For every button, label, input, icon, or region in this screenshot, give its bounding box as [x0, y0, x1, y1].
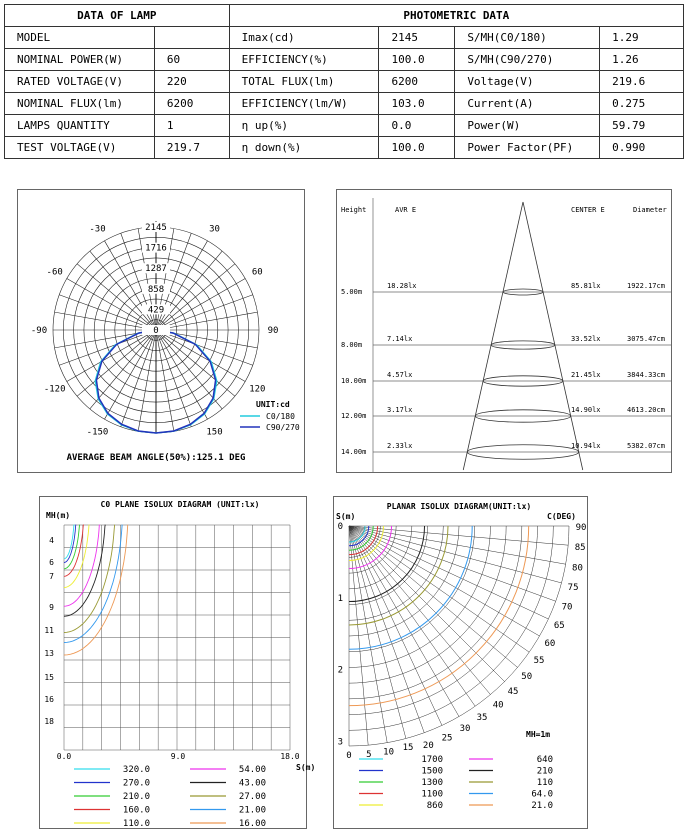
planar-angle-tick: 50: [521, 672, 533, 683]
planar-angle-tick: 70: [561, 602, 573, 613]
table-label-cell: NOMINAL POWER(W): [5, 49, 155, 71]
cone-diameter-label: 4613.20cm: [627, 406, 665, 414]
polar-radial-tick: 429: [147, 305, 165, 316]
table-label-cell: LAMPS QUANTITY: [5, 115, 155, 137]
isolux-y-tick: 15: [44, 673, 54, 682]
isolux-x-tick: 9.0: [170, 752, 186, 761]
planar-angle-tick: 65: [553, 621, 565, 632]
table-value-cell: 100.0: [379, 137, 455, 159]
isolux-y-tick: 7: [49, 572, 54, 581]
isolux-y-tick: 16: [44, 695, 54, 704]
cone-diameter-label: 1922.17cm: [627, 282, 665, 290]
polar-angle-label: 60: [251, 267, 263, 278]
planar-legend-label: 1300: [421, 778, 443, 788]
planar-legend-label: 1700: [421, 755, 443, 765]
polar-angle-label: -90: [30, 326, 48, 336]
table-value-cell: 1.29: [600, 27, 684, 49]
table-value-cell: 2145: [379, 27, 455, 49]
planar-mh-label: MH=1m: [526, 730, 551, 739]
cone-header-label: Diameter: [633, 206, 667, 214]
table-value-cell: 0.990: [600, 137, 684, 159]
planar-angle-tick: 20: [422, 741, 434, 752]
table-value-cell: 60: [154, 49, 229, 71]
polar-unit-label: UNIT:cd: [256, 400, 290, 409]
table-label-cell: EFFICIENCY(%): [229, 49, 379, 71]
isolux-y-tick: 18: [44, 717, 54, 726]
table-value-cell: 59.79: [600, 115, 684, 137]
cone-height-label: 14.00m: [341, 448, 367, 456]
polar-angle-label: 90: [267, 326, 279, 336]
isolux-curve-2: [64, 525, 80, 569]
planar-isolux-legend: [359, 755, 553, 811]
cone-center-e-label: 10.94lx: [571, 442, 601, 450]
cone-height-label: 10.00m: [341, 377, 367, 385]
polar-radial-tick: 0: [153, 326, 159, 336]
table-value-cell: 6200: [379, 71, 455, 93]
table-label-cell: Power Factor(PF): [455, 137, 600, 159]
polar-intensity-panel: [17, 189, 305, 473]
cone-diameter-label: 3844.33cm: [627, 371, 665, 379]
cone-height-label: 8.00m: [341, 341, 363, 349]
lamp-data-header: DATA OF LAMP: [5, 5, 230, 27]
isolux-legend-label: 210.0: [122, 792, 150, 802]
table-label-cell: Imax(cd): [229, 27, 379, 49]
planar-grid-spoke: [349, 526, 459, 717]
cone-diagram: [341, 198, 671, 472]
isolux-legend-label: 320.0: [122, 765, 150, 775]
planar-angle-tick: 40: [492, 700, 504, 711]
planar-isolux-ylabel: S(m): [336, 512, 356, 521]
planar-isolux-angle-label: C(DEG): [547, 512, 576, 521]
cone-avr-e-label: 4.57lx: [387, 371, 413, 379]
planar-radial-tick: 3: [337, 737, 343, 748]
isolux-curve-1: [64, 525, 76, 563]
planar-angle-tick: 30: [459, 723, 471, 734]
planar-angle-tick: 55: [533, 656, 545, 667]
cone-avr-e-label: 7.14lx: [387, 335, 413, 343]
beam-cone-panel: [336, 189, 672, 473]
polar-angle-label: -60: [46, 267, 63, 278]
cone-diameter-label: 5382.07cm: [627, 442, 665, 450]
planar-angle-tick: 90: [575, 523, 587, 533]
planar-legend-label: 860: [426, 801, 443, 811]
table-value-cell: 220: [154, 71, 229, 93]
table-label-cell: MODEL: [5, 27, 155, 49]
planar-isolux-axis-labels: [338, 522, 587, 761]
polar-radial-tick: 1287: [145, 264, 167, 275]
planar-grid-spoke: [349, 526, 548, 619]
table-label-cell: Power(W): [455, 115, 600, 137]
planar-isolux-panel: [333, 496, 588, 829]
c0-isolux-chart: [40, 497, 316, 829]
planar-angle-tick: 45: [507, 687, 519, 698]
c0-isolux-curves: [64, 525, 128, 655]
table-label-cell: S/MH(C90/270): [455, 49, 600, 71]
planar-legend-label: 640: [536, 755, 553, 765]
table-label-cell: TEST VOLTAGE(V): [5, 137, 155, 159]
cone-avr-e-label: 3.17lx: [387, 406, 413, 414]
table-value-cell: 219.6: [600, 71, 684, 93]
cone-avr-e-label: 18.28lx: [387, 282, 417, 290]
isolux-y-tick: 4: [49, 536, 54, 545]
planar-legend-label: 21.0: [531, 801, 553, 811]
legend-label-c90: C90/270: [266, 423, 300, 432]
polar-angle-label: -30: [89, 224, 106, 235]
cone-avr-e-label: 2.33lx: [387, 442, 413, 450]
cone-diameter-label: 3075.47cm: [627, 335, 665, 343]
c0-isolux-ylabel: MH(m): [46, 511, 71, 520]
table-label-cell: NOMINAL FLUX(lm): [5, 93, 155, 115]
polar-angle-label: 150: [206, 427, 223, 438]
table-row: [5, 27, 684, 49]
c0-isolux-title: C0 PLANE ISOLUX DIAGRAM (UNIT:lx): [100, 500, 260, 509]
cone-header-label: CENTER E: [571, 206, 605, 214]
table-value-cell: 1: [154, 115, 229, 137]
planar-angle-tick: 10: [383, 747, 395, 758]
polar-angle-label: -120: [43, 384, 66, 395]
table-row: [5, 49, 684, 71]
planar-radial-tick: 2: [337, 665, 343, 676]
table-value-cell: 219.7: [154, 137, 229, 159]
planar-angle-tick: 0: [346, 751, 352, 761]
planar-angle-tick: 60: [544, 639, 556, 649]
table-value-cell: 0.0: [379, 115, 455, 137]
isolux-curve-6: [64, 525, 105, 616]
table-label-cell: Voltage(V): [455, 71, 600, 93]
planar-isolux-title: PLANAR ISOLUX DIAGRAM(UNIT:lx): [386, 502, 532, 511]
table-label-cell: RATED VOLTAGE(V): [5, 71, 155, 93]
isolux-y-tick: 6: [49, 558, 54, 567]
planar-angle-tick: 35: [476, 713, 488, 724]
isolux-legend-label: 27.00: [238, 792, 266, 802]
cone-header-label: Height: [341, 206, 367, 214]
table-value-cell: 1.26: [600, 49, 684, 71]
beam-cone-chart: [337, 190, 671, 472]
planar-angle-tick: 5: [366, 750, 372, 761]
cone-height-label: 5.00m: [341, 288, 363, 296]
planar-radial-tick: 0: [337, 522, 343, 532]
polar-angle-label: 120: [249, 384, 266, 395]
table-value-cell: 100.0: [379, 49, 455, 71]
table-label-cell: TOTAL FLUX(lm): [229, 71, 379, 93]
legend-label-c0: C0/180: [266, 412, 295, 421]
planar-isolux-grid: [349, 526, 569, 746]
c0-isolux-legend: [74, 765, 266, 829]
polar-legend: [240, 412, 300, 432]
polar-angle-label: 30: [209, 224, 220, 235]
cone-center-e-label: 33.52lx: [571, 335, 601, 343]
cone-edge-left: [463, 202, 523, 470]
c0-isolux-grid: [64, 525, 290, 750]
cone-center-e-label: 14.90lx: [571, 406, 601, 414]
planar-legend-label: 210: [536, 766, 553, 777]
planar-radial-tick: 1: [337, 593, 343, 604]
isolux-legend-label: 43.00: [238, 778, 266, 789]
table-label-cell: η up(%): [229, 115, 379, 137]
planar-legend-label: 1500: [421, 766, 443, 777]
isolux-curve-0: [64, 525, 74, 559]
table-value-cell: 6200: [154, 93, 229, 115]
planar-angle-tick: 85: [574, 543, 586, 554]
isolux-x-tick: 0.0: [56, 752, 72, 761]
photometric-data-table: [4, 4, 684, 159]
table-label-cell: η down(%): [229, 137, 379, 159]
cone-header-label: AVR E: [395, 206, 417, 214]
cone-center-e-label: 21.45lx: [571, 371, 601, 379]
polar-labels: [31, 222, 279, 437]
table-row: [5, 93, 684, 115]
planar-legend-label: 110: [536, 778, 553, 788]
planar-grid-spoke: [349, 526, 540, 636]
table-row: [5, 71, 684, 93]
polar-radial-tick: 1716: [145, 243, 167, 254]
polar-radial-tick: 2145: [145, 223, 167, 233]
isolux-y-tick: 9: [49, 603, 54, 612]
planar-angle-tick: 80: [572, 563, 583, 574]
isolux-legend-label: 270.0: [122, 778, 150, 789]
planar-isolux-chart: [334, 497, 587, 828]
planar-angle-tick: 75: [567, 583, 579, 594]
isolux-y-tick: 13: [44, 649, 54, 658]
polar-intensity-chart: [18, 190, 304, 472]
cone-height-label: 12.00m: [341, 412, 367, 420]
c0-isolux-panel: [39, 496, 316, 829]
polar-angle-label: -150: [86, 427, 109, 438]
isolux-x-tick: 18.0: [280, 752, 300, 761]
isolux-legend-label: 110.0: [122, 819, 150, 829]
beam-angle-caption: AVERAGE BEAM ANGLE(50%):125.1 DEG: [66, 453, 246, 463]
table-value-cell: 103.0: [379, 93, 455, 115]
table-label-cell: S/MH(C0/180): [455, 27, 600, 49]
cone-center-e-label: 85.81lx: [571, 282, 601, 290]
table-value-cell: [154, 27, 229, 49]
table-row: [5, 115, 684, 137]
polar-radial-tick: 858: [147, 284, 165, 295]
planar-legend-label: 64.0: [531, 789, 553, 800]
table-label-cell: EFFICIENCY(lm/W): [229, 93, 379, 115]
planar-angle-tick: 15: [402, 743, 414, 754]
photometric-data-header: PHOTOMETRIC DATA: [229, 5, 683, 27]
isolux-legend-label: 16.00: [238, 819, 266, 829]
table-label-cell: Current(A): [455, 93, 600, 115]
c0-isolux-xlabel: S(m): [296, 763, 316, 772]
isolux-legend-label: 160.0: [122, 805, 150, 816]
planar-legend-label: 1100: [421, 789, 443, 800]
isolux-curve-4: [64, 525, 89, 588]
table-row: [5, 137, 684, 159]
isolux-legend-label: 21.00: [238, 805, 266, 816]
table-value-cell: 0.275: [600, 93, 684, 115]
isolux-curve-8: [64, 525, 122, 643]
isolux-y-tick: 11: [44, 626, 54, 635]
planar-grid-spoke: [349, 526, 442, 725]
planar-angle-tick: 25: [441, 733, 453, 744]
isolux-legend-label: 54.00: [238, 765, 266, 775]
